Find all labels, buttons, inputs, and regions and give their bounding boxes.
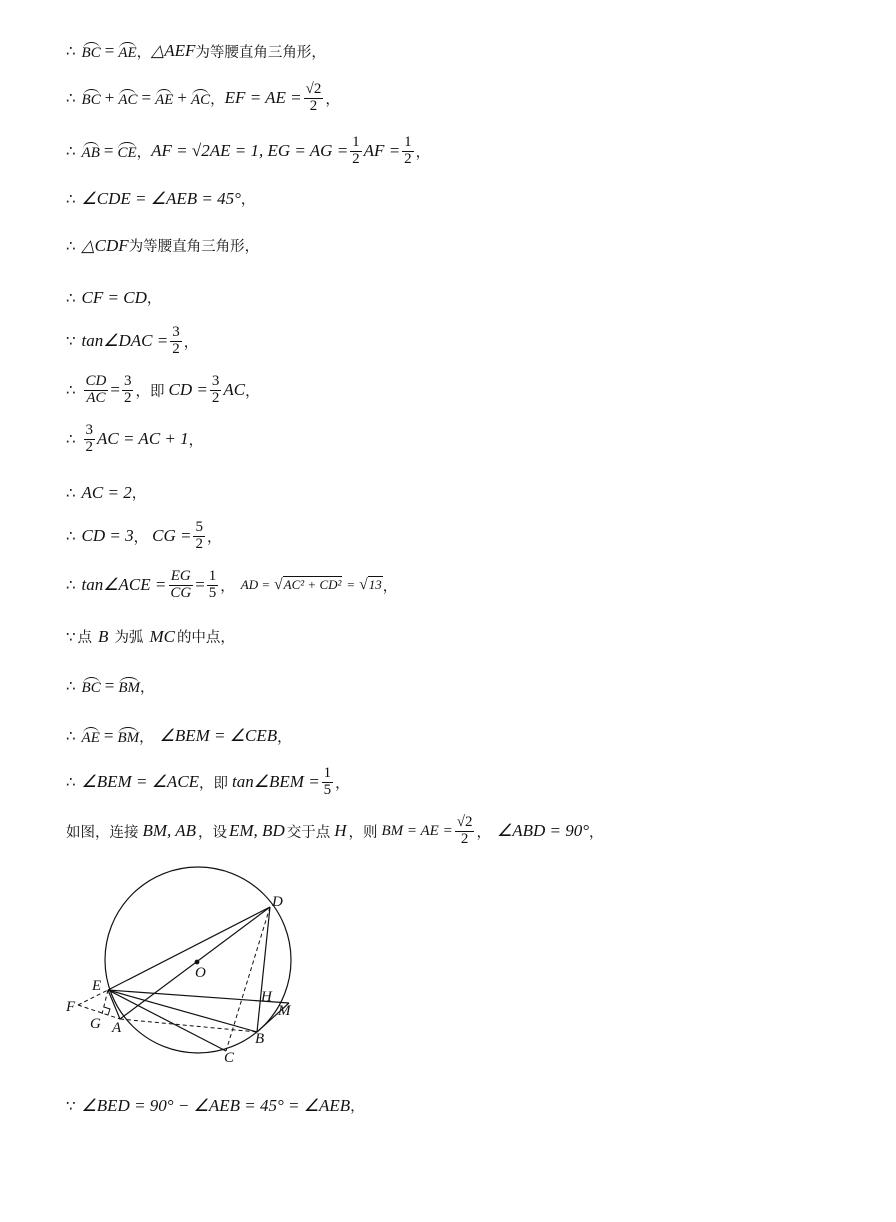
text-cn: ，则 xyxy=(348,824,378,841)
denominator: AC xyxy=(86,389,106,406)
numerator: EG xyxy=(170,568,191,584)
arc-bc: BC xyxy=(82,675,101,697)
comma: ， xyxy=(415,144,431,161)
arc-ab: AB xyxy=(82,140,100,162)
line-3 xyxy=(66,135,430,168)
angle-bed-equation: ∠BED = 90° − ∠AEB = 45° = ∠AEB xyxy=(81,1095,351,1115)
therefore-symbol: ∴ xyxy=(66,288,76,307)
text-cn: 为等腰直角三角形， xyxy=(128,239,260,255)
equals: = xyxy=(195,575,205,595)
angle-equation: ∠CDE = ∠AEB = 45° xyxy=(81,188,241,208)
because-symbol: ∵ xyxy=(66,332,76,351)
comma: ， xyxy=(206,529,222,546)
line-18 xyxy=(66,1095,365,1116)
line-16 xyxy=(66,766,350,799)
label-m: M xyxy=(278,1003,291,1019)
denominator: 2 xyxy=(85,438,94,455)
line-6 xyxy=(66,287,161,308)
because-symbol: ∵ xyxy=(66,1096,76,1115)
expr-ad: AD = xyxy=(240,577,271,593)
comma: ， xyxy=(133,529,149,546)
expr-ac-value: AC = 2 xyxy=(81,482,132,502)
label-g: G xyxy=(90,1016,101,1032)
angle-equation: ∠BEM = ∠ACE xyxy=(81,772,200,792)
line-5 xyxy=(66,235,259,256)
expr-ac: AC xyxy=(223,380,246,400)
numerator: 3 xyxy=(211,373,220,389)
segments-bm-ab: BM, AB xyxy=(142,821,197,841)
label-b: B xyxy=(255,1031,265,1047)
line-2 xyxy=(66,82,340,115)
radicand: AC² + CD² xyxy=(283,577,342,593)
numerator: √2 xyxy=(305,81,322,97)
comma: ， xyxy=(350,1099,365,1115)
therefore-symbol: ∴ xyxy=(66,236,76,255)
text-cn: 的中点， xyxy=(176,630,235,646)
line-12 xyxy=(66,569,397,602)
arc-ce: CE xyxy=(117,140,136,162)
arc-ae: AE xyxy=(155,87,173,109)
text-cn: ，即 xyxy=(199,775,229,792)
denominator: 2 xyxy=(211,389,220,406)
fraction xyxy=(402,135,414,168)
text-cn: 交于点 xyxy=(286,824,331,841)
denominator: 5 xyxy=(323,781,332,798)
line-8 xyxy=(66,374,260,407)
line-13 xyxy=(66,626,235,647)
line-15 xyxy=(66,725,292,747)
label-o: O xyxy=(195,965,206,981)
label-c: C xyxy=(224,1050,235,1066)
equals: = xyxy=(103,141,114,161)
angle-abd: ∠ABD = 90° xyxy=(496,821,590,841)
point-b: B xyxy=(98,626,109,646)
comma: ， xyxy=(382,578,398,595)
radicand: 13 xyxy=(368,577,382,593)
comma: ， xyxy=(277,729,292,746)
arc-ac: AC xyxy=(118,87,137,109)
equals: = xyxy=(110,380,120,400)
sqrt-expression: √AC² + CD² xyxy=(274,576,342,594)
denominator: 2 xyxy=(172,340,180,357)
text-cn: 点 xyxy=(77,630,93,646)
comma: ， xyxy=(136,44,152,61)
because-symbol: ∵ xyxy=(66,627,76,646)
numerator: 1 xyxy=(208,568,217,584)
denominator: 2 xyxy=(195,535,203,552)
comma: ， xyxy=(210,91,225,108)
fraction xyxy=(170,325,182,358)
comma: ， xyxy=(589,824,604,841)
arc-mc-label: MC xyxy=(149,626,175,646)
denominator: 2 xyxy=(309,97,318,114)
comma: ， xyxy=(335,775,350,792)
expr-af: AF = √2AE = 1, EG = AG = xyxy=(151,141,349,161)
fraction xyxy=(322,766,334,799)
comma: ， xyxy=(183,334,199,351)
arc-ae: AE xyxy=(82,725,100,747)
arc-ae: AE xyxy=(118,40,136,62)
text-cn: 如图，连接 xyxy=(66,824,139,841)
line-1 xyxy=(66,40,326,62)
fraction xyxy=(168,569,193,602)
denominator: 2 xyxy=(460,830,469,847)
therefore-symbol: ∴ xyxy=(66,773,76,792)
equals: = xyxy=(346,577,356,593)
comma: ， xyxy=(136,144,152,161)
label-d: D xyxy=(272,894,283,910)
fraction xyxy=(455,815,475,848)
therefore-symbol: ∴ xyxy=(66,189,76,208)
comma: ， xyxy=(240,192,256,208)
denominator: 2 xyxy=(352,150,360,167)
expr-cg: CG = xyxy=(152,526,192,546)
comma: ， xyxy=(245,383,260,400)
comma: ， xyxy=(139,679,155,696)
expr-ef: EF = AE = xyxy=(224,88,302,108)
comma: ， xyxy=(188,432,204,449)
fraction xyxy=(210,374,222,407)
numerator: 3 xyxy=(172,324,180,340)
denominator: CG xyxy=(170,584,192,601)
line-7 xyxy=(66,325,198,358)
expr-bm: BM = AE = xyxy=(381,822,453,839)
denominator: 2 xyxy=(404,150,412,167)
line-10 xyxy=(66,482,146,503)
point-h: H xyxy=(334,821,347,841)
geometry-figure xyxy=(60,862,310,1072)
therefore-symbol: ∴ xyxy=(66,677,76,695)
expr-tan-dac: tan∠DAC = xyxy=(81,331,169,351)
therefore-symbol: ∴ xyxy=(66,527,76,546)
numerator: 3 xyxy=(85,422,94,438)
equals: = xyxy=(141,88,152,108)
arc-ac: AC xyxy=(191,87,210,109)
arc-bc: BC xyxy=(82,87,101,109)
line-14 xyxy=(66,675,154,697)
arc-bm: BM xyxy=(117,725,139,747)
comma: ， xyxy=(325,91,340,108)
fraction xyxy=(304,82,324,115)
numerator: CD xyxy=(85,373,107,389)
triangle-aef: △AEF xyxy=(151,41,196,60)
numerator: √2 xyxy=(456,814,473,830)
expr-tan-ace: tan∠ACE = xyxy=(81,575,167,595)
expr-cd: CD = xyxy=(168,380,208,400)
therefore-symbol: ∴ xyxy=(66,381,76,400)
numerator: 1 xyxy=(404,134,412,150)
therefore-symbol: ∴ xyxy=(66,727,76,745)
fraction xyxy=(84,423,96,456)
line-4 xyxy=(66,188,255,209)
label-f: F xyxy=(66,999,76,1015)
expr-ac-equation: AC = AC + 1 xyxy=(97,429,189,449)
denominator: 2 xyxy=(123,389,132,406)
therefore-symbol: ∴ xyxy=(66,89,76,108)
sqrt-13: √13 xyxy=(359,576,382,594)
expr-tan-bem: tan∠BEM = xyxy=(232,772,320,792)
text-cn: ，即 xyxy=(135,383,165,400)
therefore-symbol: ∴ xyxy=(66,430,76,449)
equals: = xyxy=(104,41,115,60)
fraction xyxy=(122,374,134,407)
numerator: 1 xyxy=(352,134,360,150)
text-cn: 为弧 xyxy=(114,630,144,646)
plus: + xyxy=(104,88,115,108)
fraction xyxy=(207,569,219,602)
arc-bm: BM xyxy=(118,675,140,697)
arc-bc: BC xyxy=(82,40,101,62)
numerator: 5 xyxy=(195,519,203,535)
line-17 xyxy=(66,815,604,848)
line-11 xyxy=(66,520,221,553)
equals: = xyxy=(103,726,114,745)
therefore-symbol: ∴ xyxy=(66,142,76,161)
numerator: 1 xyxy=(323,765,332,781)
triangle-cdf: △CDF xyxy=(81,235,129,255)
plus: + xyxy=(177,88,187,108)
segments-em-bd: EM, BD xyxy=(229,821,285,841)
label-h: H xyxy=(261,989,272,1005)
numerator: 3 xyxy=(123,373,132,389)
fraction xyxy=(193,520,205,553)
equals: = xyxy=(104,676,115,695)
label-e: E xyxy=(92,978,102,994)
angle-equation: ∠BEM = ∠CEB xyxy=(159,726,278,745)
expr-af2: AF = xyxy=(363,141,401,161)
text-cn: 为等腰直角三角形， xyxy=(195,44,326,61)
therefore-symbol: ∴ xyxy=(66,42,76,60)
comma: ， xyxy=(220,578,235,595)
comma: ， xyxy=(146,291,162,307)
comma: ， xyxy=(476,824,491,841)
fraction xyxy=(84,374,109,407)
therefore-symbol: ∴ xyxy=(66,576,76,595)
denominator: 5 xyxy=(208,584,217,601)
text-cn: ，设 xyxy=(198,824,228,841)
expr-cd-value: CD = 3 xyxy=(81,526,134,546)
therefore-symbol: ∴ xyxy=(66,483,76,502)
fraction xyxy=(350,135,362,168)
comma: ， xyxy=(131,486,147,502)
label-a: A xyxy=(112,1020,122,1036)
line-9 xyxy=(66,423,203,456)
comma: ， xyxy=(139,729,154,746)
expr-cf: CF = CD xyxy=(81,287,147,307)
